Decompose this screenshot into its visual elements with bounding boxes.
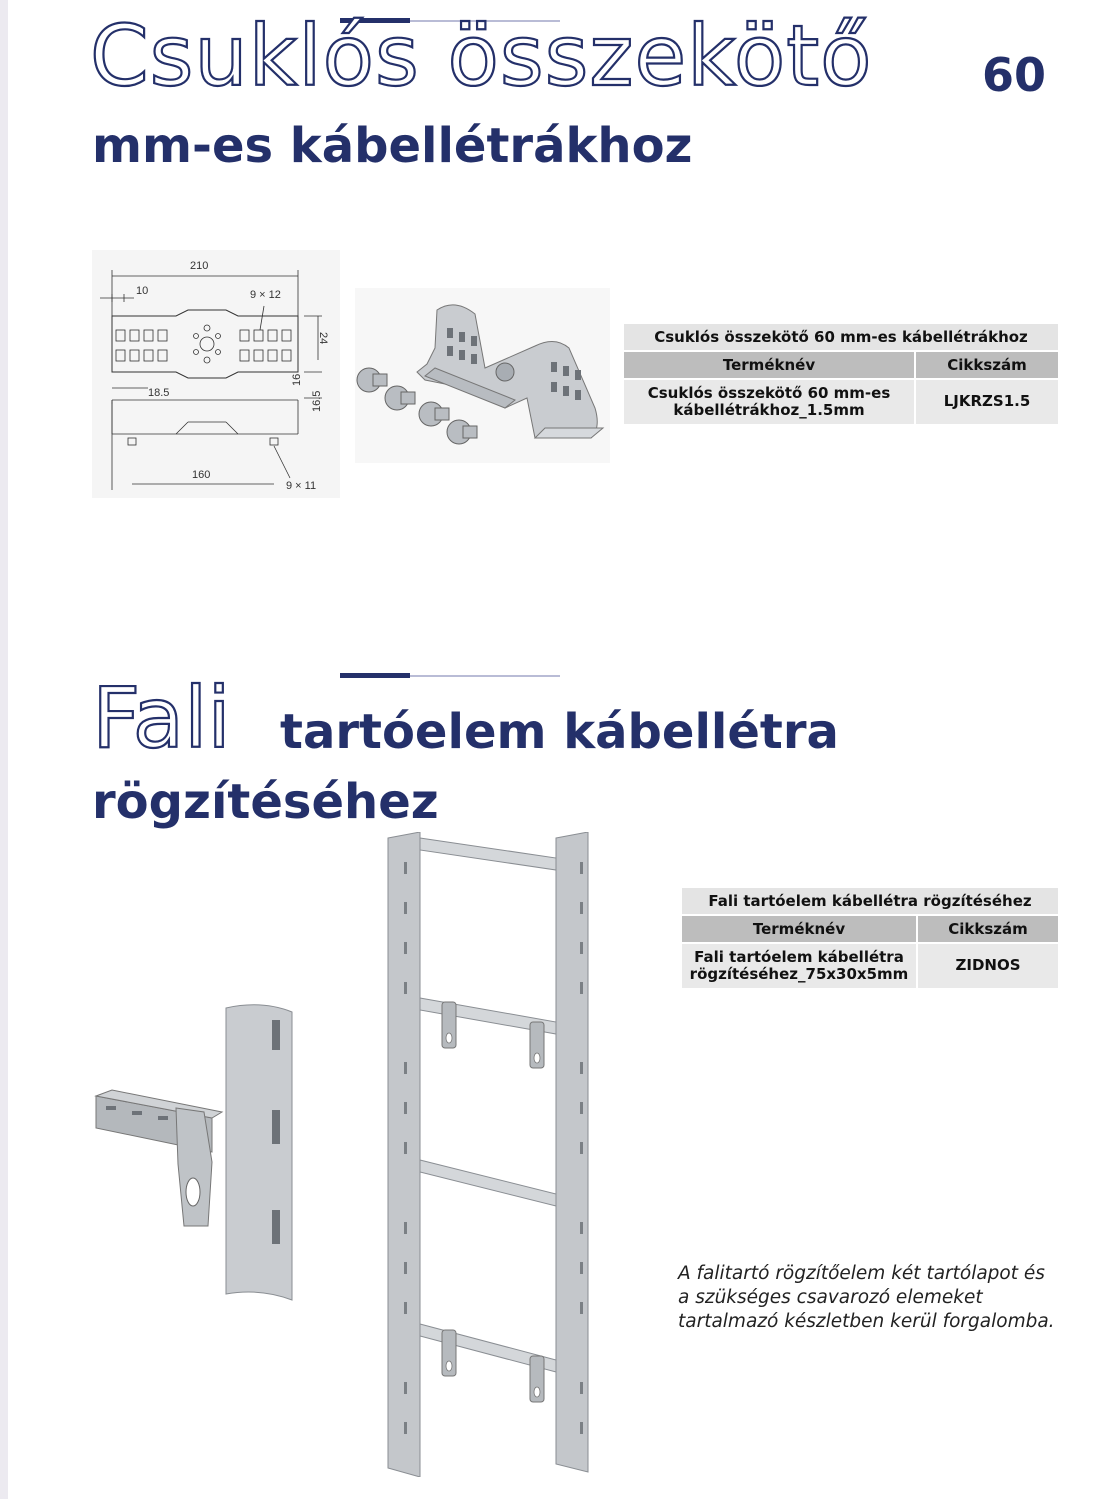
wall-bracket-row-name-line1: Fali tartóelem kábellétra [694,947,904,966]
section1-title-subtitle: mm-es kábellétrákhoz [92,118,693,174]
connector-row-name [624,380,914,424]
cable-ladder-image [380,832,595,1477]
connector-row-name-line2: kábellétrákhoz_1.5mm [673,401,865,419]
section2-title-line2: rögzítéséhez [92,774,439,830]
dim-18-5: 18.5 [148,387,170,399]
dim-16-5: 16.5 [311,390,323,412]
wall-bracket-closeup-image [92,1000,302,1310]
dim-16: 16 [291,373,303,386]
connector-col-code: Cikkszám [916,352,1058,378]
dim-160: 160 [192,469,211,481]
connector-row-name-line1: Csuklós összekötő 60 mm-es [647,383,891,402]
wall-bracket-col-code: Cikkszám [918,916,1058,942]
dim-210: 210 [190,260,209,272]
dim-10: 10 [136,285,149,297]
dim-24: 24 [317,332,329,345]
wall-bracket-row-name [682,944,916,988]
page-edge [0,0,8,1499]
section1-title-outline: Csuklós összekötő [90,7,873,105]
wall-bracket-spec-table [680,886,1060,990]
wall-bracket-row-code: ZIDNOS [918,944,1058,988]
wall-bracket-col-name: Terméknév [682,916,916,942]
dim-9x12: 9 × 12 [250,289,281,301]
section2-title-line1: tartóelem kábellétra [280,704,839,760]
connector-technical-drawing [92,250,340,498]
section2-accent-line [340,675,560,677]
section1-title-number: 60 [982,48,1047,102]
dim-9x11: 9 × 11 [286,480,317,492]
wall-bracket-row-name-line2: rögzítéséhez_75x30x5mm [689,965,909,983]
connector-product-image [355,288,610,463]
wall-bracket-note: A falitartó rögzítőelem két tartólapot és a szükséges csavarozó elemeket tartalmazó készletben kerül forgalomba. [678,1263,1055,1332]
wall-bracket-table-title: Fali tartóelem kábellétra rögzítéséhez [682,888,1058,914]
connector-table-title: Csuklós összekötő 60 mm-es kábellétrákhoz [624,324,1058,350]
connector-spec-table [622,322,1060,426]
connector-col-name: Terméknév [624,352,914,378]
connector-row-code: LJKRZS1.5 [916,380,1058,424]
section2-title-outline: Fali [92,669,231,767]
